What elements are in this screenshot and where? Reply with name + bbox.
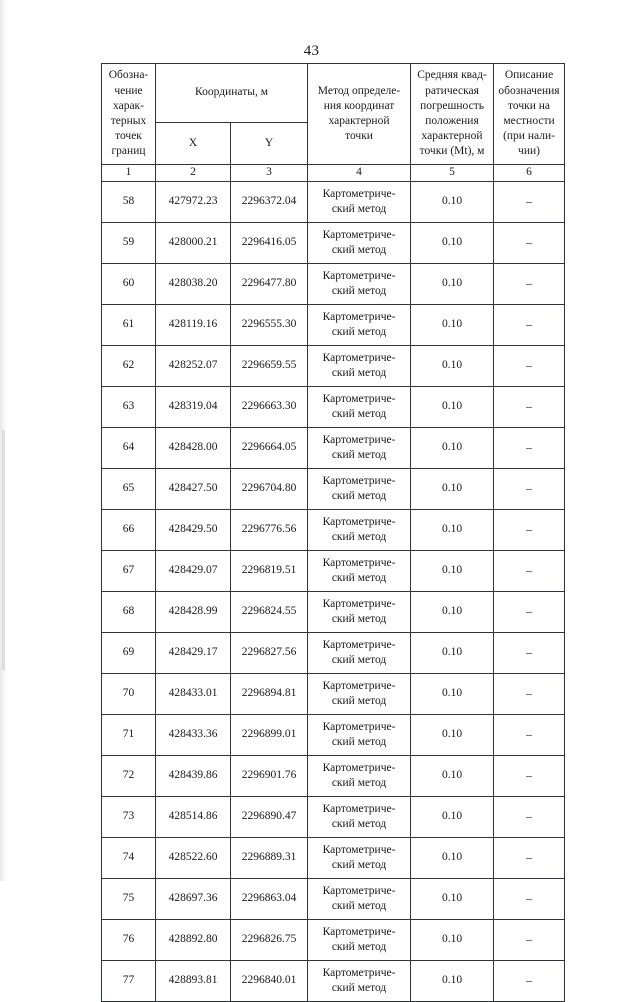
cell-mean-square-error: 0.10 <box>411 715 494 756</box>
header-desc-line-1: Описание <box>504 69 554 82</box>
cell-point-number: 72 <box>102 756 156 797</box>
cell-method <box>308 510 411 551</box>
header-row-column-numbers <box>102 165 565 182</box>
cell-method <box>308 961 411 1002</box>
cell-point-number: 68 <box>102 592 156 633</box>
cell-coordinate-x: 428429.50 <box>156 510 231 551</box>
table-row <box>102 428 565 469</box>
cell-description: – <box>494 428 565 469</box>
cell-coordinate-y: 2296889.31 <box>231 838 308 879</box>
table-row <box>102 551 565 592</box>
method-line: ский метод <box>331 203 387 215</box>
method-line: ский метод <box>331 941 387 953</box>
header-method-line-1: Метод определе- <box>317 84 401 97</box>
cell-mean-square-error: 0.10 <box>411 346 494 387</box>
cell-coordinate-x: 428429.07 <box>156 551 231 592</box>
cell-method <box>308 346 411 387</box>
header-point-line-1: Обозна- <box>108 69 149 82</box>
method-line: ский метод <box>331 326 387 338</box>
cell-coordinate-y: 2296827.56 <box>231 633 308 674</box>
method-line: Картометриче- <box>322 884 396 897</box>
cell-method <box>308 223 411 264</box>
column-number-1: 1 <box>102 165 156 182</box>
cell-method <box>308 838 411 879</box>
cell-coordinate-y: 2296826.75 <box>231 920 308 961</box>
cell-point-number: 61 <box>102 305 156 346</box>
table-row <box>102 715 565 756</box>
cell-coordinate-x: 428433.36 <box>156 715 231 756</box>
cell-coordinate-x: 428000.21 <box>156 223 231 264</box>
method-line: Картометриче- <box>322 392 396 405</box>
method-line: Картометриче- <box>322 228 396 241</box>
cell-mean-square-error: 0.10 <box>411 879 494 920</box>
cell-point-number: 65 <box>102 469 156 510</box>
cell-point-number: 75 <box>102 879 156 920</box>
cell-mean-square-error: 0.10 <box>411 510 494 551</box>
cell-coordinate-x: 428892.80 <box>156 920 231 961</box>
cell-method <box>308 182 411 223</box>
method-line: ский метод <box>331 449 387 461</box>
table-row <box>102 510 565 551</box>
cell-coordinate-y: 2296555.30 <box>231 305 308 346</box>
cell-method <box>308 428 411 469</box>
method-line: Картометриче- <box>322 433 396 446</box>
header-mean-square-error <box>411 64 494 165</box>
table-body <box>102 182 565 1002</box>
header-desc-line-3: точки на <box>508 99 551 112</box>
cell-coordinate-y: 2296901.76 <box>231 756 308 797</box>
method-line: ский метод <box>331 531 387 543</box>
method-line: Картометриче- <box>322 351 396 364</box>
cell-point-number: 59 <box>102 223 156 264</box>
cell-coordinate-y: 2296659.55 <box>231 346 308 387</box>
method-line: Картометриче- <box>322 269 396 282</box>
table-row <box>102 961 565 1002</box>
cell-point-number: 70 <box>102 674 156 715</box>
method-line: Картометриче- <box>322 597 396 610</box>
cell-description: – <box>494 592 565 633</box>
header-point-line-6: границ <box>111 145 146 158</box>
method-line: Картометриче- <box>322 515 396 528</box>
header-point-line-4: терных <box>110 115 147 127</box>
method-line: ский метод <box>331 408 387 420</box>
cell-coordinate-y: 2296890.47 <box>231 797 308 838</box>
table-header <box>102 64 565 182</box>
cell-method <box>308 305 411 346</box>
cell-coordinate-y: 2296477.80 <box>231 264 308 305</box>
cell-point-number: 64 <box>102 428 156 469</box>
cell-coordinate-y: 2296704.80 <box>231 469 308 510</box>
table-row <box>102 797 565 838</box>
method-line: Картометриче- <box>322 187 396 200</box>
cell-coordinate-y: 2296372.04 <box>231 182 308 223</box>
cell-mean-square-error: 0.10 <box>411 592 494 633</box>
cell-coordinate-y: 2296664.05 <box>231 428 308 469</box>
table-row <box>102 674 565 715</box>
header-point-line-5: точек <box>115 130 142 143</box>
cell-point-number: 66 <box>102 510 156 551</box>
header-point-description <box>494 64 565 165</box>
cell-point-number: 73 <box>102 797 156 838</box>
column-number-4: 4 <box>308 165 411 182</box>
method-line: Картометриче- <box>322 966 396 979</box>
cell-coordinate-x: 428514.86 <box>156 797 231 838</box>
method-line: Картометриче- <box>322 679 396 692</box>
cell-coordinate-x: 428252.07 <box>156 346 231 387</box>
cell-coordinate-x: 427972.23 <box>156 182 231 223</box>
header-mt-line-2: ратическая <box>425 84 479 97</box>
cell-method <box>308 592 411 633</box>
header-point-line-2: чение <box>114 84 143 97</box>
header-desc-line-5: (при нали- <box>503 130 555 143</box>
method-line: Картометриче- <box>322 925 396 938</box>
header-mt-line-4: положения <box>425 115 479 127</box>
table-row <box>102 469 565 510</box>
cell-description: – <box>494 551 565 592</box>
method-line: Картометриче- <box>322 474 396 487</box>
cell-description: – <box>494 961 565 1002</box>
table-row <box>102 838 565 879</box>
cell-coordinate-x: 428893.81 <box>156 961 231 1002</box>
coordinates-table <box>101 63 565 1002</box>
cell-coordinate-y: 2296776.56 <box>231 510 308 551</box>
method-line: Картометриче- <box>322 720 396 733</box>
method-line: ский метод <box>331 285 387 297</box>
header-determination-method <box>308 64 411 165</box>
column-number-6: 6 <box>494 165 565 182</box>
cell-coordinate-y: 2296819.51 <box>231 551 308 592</box>
header-desc-line-2: обозначения <box>498 84 560 97</box>
cell-mean-square-error: 0.10 <box>411 797 494 838</box>
header-mt-line-6: точки (Mt), м <box>419 145 485 158</box>
cell-point-number: 77 <box>102 961 156 1002</box>
cell-description: – <box>494 797 565 838</box>
cell-mean-square-error: 0.10 <box>411 961 494 1002</box>
cell-method <box>308 879 411 920</box>
cell-description: – <box>494 182 565 223</box>
cell-point-number: 69 <box>102 633 156 674</box>
cell-coordinate-y: 2296863.04 <box>231 879 308 920</box>
table-row <box>102 592 565 633</box>
table-row <box>102 264 565 305</box>
cell-coordinate-x: 428428.99 <box>156 592 231 633</box>
cell-mean-square-error: 0.10 <box>411 182 494 223</box>
table-row <box>102 387 565 428</box>
method-line: Картометриче- <box>322 556 396 569</box>
cell-description: – <box>494 346 565 387</box>
cell-description: – <box>494 838 565 879</box>
header-coordinate-y: Y <box>231 123 308 165</box>
scan-artifact-streak <box>2 430 5 670</box>
cell-point-number: 74 <box>102 838 156 879</box>
table-row <box>102 182 565 223</box>
column-number-3: 3 <box>231 165 308 182</box>
method-line: ский метод <box>331 654 387 666</box>
cell-point-number: 67 <box>102 551 156 592</box>
header-desc-line-6: чии) <box>518 145 540 158</box>
method-line: ский метод <box>331 613 387 625</box>
cell-method <box>308 674 411 715</box>
cell-coordinate-x: 428697.36 <box>156 879 231 920</box>
cell-mean-square-error: 0.10 <box>411 264 494 305</box>
cell-coordinate-y: 2296824.55 <box>231 592 308 633</box>
header-mt-line-1: Средняя квад- <box>417 69 487 82</box>
cell-coordinate-x: 428427.50 <box>156 469 231 510</box>
cell-mean-square-error: 0.10 <box>411 305 494 346</box>
cell-point-number: 62 <box>102 346 156 387</box>
header-method-line-4: точки <box>345 130 373 143</box>
cell-mean-square-error: 0.10 <box>411 633 494 674</box>
cell-method <box>308 264 411 305</box>
method-line: ский метод <box>331 572 387 584</box>
cell-mean-square-error: 0.10 <box>411 469 494 510</box>
method-line: ский метод <box>331 695 387 707</box>
cell-description: – <box>494 305 565 346</box>
cell-coordinate-x: 428433.01 <box>156 674 231 715</box>
cell-description: – <box>494 264 565 305</box>
cell-point-number: 76 <box>102 920 156 961</box>
method-line: Картометриче- <box>322 310 396 323</box>
cell-method <box>308 756 411 797</box>
page-number: 43 <box>303 43 320 59</box>
cell-coordinate-y: 2296840.01 <box>231 961 308 1002</box>
method-line: ский метод <box>331 818 387 830</box>
method-line: ский метод <box>331 900 387 912</box>
method-line: Картометриче- <box>322 761 396 774</box>
cell-method <box>308 633 411 674</box>
cell-description: – <box>494 510 565 551</box>
table-row <box>102 305 565 346</box>
cell-mean-square-error: 0.10 <box>411 223 494 264</box>
cell-coordinate-x: 428119.16 <box>156 305 231 346</box>
cell-mean-square-error: 0.10 <box>411 387 494 428</box>
cell-method <box>308 715 411 756</box>
method-line: Картометриче- <box>322 843 396 856</box>
column-number-5: 5 <box>411 165 494 182</box>
cell-method <box>308 469 411 510</box>
method-line: Картометриче- <box>322 638 396 651</box>
table-row <box>102 223 565 264</box>
header-desc-line-4: местности <box>503 115 555 127</box>
method-line: ский метод <box>331 777 387 789</box>
cell-mean-square-error: 0.10 <box>411 920 494 961</box>
header-mt-line-5: характерной <box>421 130 483 143</box>
method-line: ский метод <box>331 244 387 256</box>
cell-coordinate-x: 428319.04 <box>156 387 231 428</box>
scan-artifact-left-edge <box>0 0 7 881</box>
cell-point-number: 71 <box>102 715 156 756</box>
cell-description: – <box>494 715 565 756</box>
cell-mean-square-error: 0.10 <box>411 428 494 469</box>
method-line: ский метод <box>331 736 387 748</box>
cell-method <box>308 797 411 838</box>
cell-coordinate-x: 428038.20 <box>156 264 231 305</box>
cell-mean-square-error: 0.10 <box>411 756 494 797</box>
cell-coordinate-y: 2296899.01 <box>231 715 308 756</box>
header-row-titles <box>102 64 565 123</box>
cell-method <box>308 387 411 428</box>
header-method-line-3: характерной <box>328 115 390 127</box>
cell-mean-square-error: 0.10 <box>411 674 494 715</box>
cell-coordinate-x: 428522.60 <box>156 838 231 879</box>
method-line: ский метод <box>331 490 387 502</box>
method-line: Картометриче- <box>322 802 396 815</box>
cell-coordinate-x: 428428.00 <box>156 428 231 469</box>
cell-point-number: 58 <box>102 182 156 223</box>
cell-description: – <box>494 223 565 264</box>
column-number-2: 2 <box>156 165 231 182</box>
cell-description: – <box>494 469 565 510</box>
table-row <box>102 756 565 797</box>
header-point-line-3: харак- <box>113 99 144 112</box>
method-line: ский метод <box>331 859 387 871</box>
table-row <box>102 346 565 387</box>
cell-method <box>308 551 411 592</box>
cell-coordinate-y: 2296894.81 <box>231 674 308 715</box>
cell-description: – <box>494 879 565 920</box>
table-row <box>102 879 565 920</box>
cell-coordinate-y: 2296663.30 <box>231 387 308 428</box>
table-row <box>102 633 565 674</box>
cell-description: – <box>494 387 565 428</box>
cell-coordinate-x: 428439.86 <box>156 756 231 797</box>
header-method-line-2: ния координат <box>323 99 395 112</box>
cell-coordinate-x: 428429.17 <box>156 633 231 674</box>
cell-description: – <box>494 633 565 674</box>
method-line: ский метод <box>331 367 387 379</box>
header-point-designation <box>102 64 156 165</box>
cell-mean-square-error: 0.10 <box>411 838 494 879</box>
header-coordinate-x: X <box>156 123 231 165</box>
cell-description: – <box>494 674 565 715</box>
cell-point-number: 63 <box>102 387 156 428</box>
table-row <box>102 920 565 961</box>
header-coordinates-group: Координаты, м <box>156 64 308 123</box>
coordinates-table-container <box>101 63 564 1002</box>
cell-method <box>308 920 411 961</box>
method-line: ский метод <box>331 982 387 994</box>
header-mt-line-3: погрешность <box>420 99 484 112</box>
cell-coordinate-y: 2296416.05 <box>231 223 308 264</box>
cell-description: – <box>494 920 565 961</box>
cell-point-number: 60 <box>102 264 156 305</box>
cell-description: – <box>494 756 565 797</box>
cell-mean-square-error: 0.10 <box>411 551 494 592</box>
